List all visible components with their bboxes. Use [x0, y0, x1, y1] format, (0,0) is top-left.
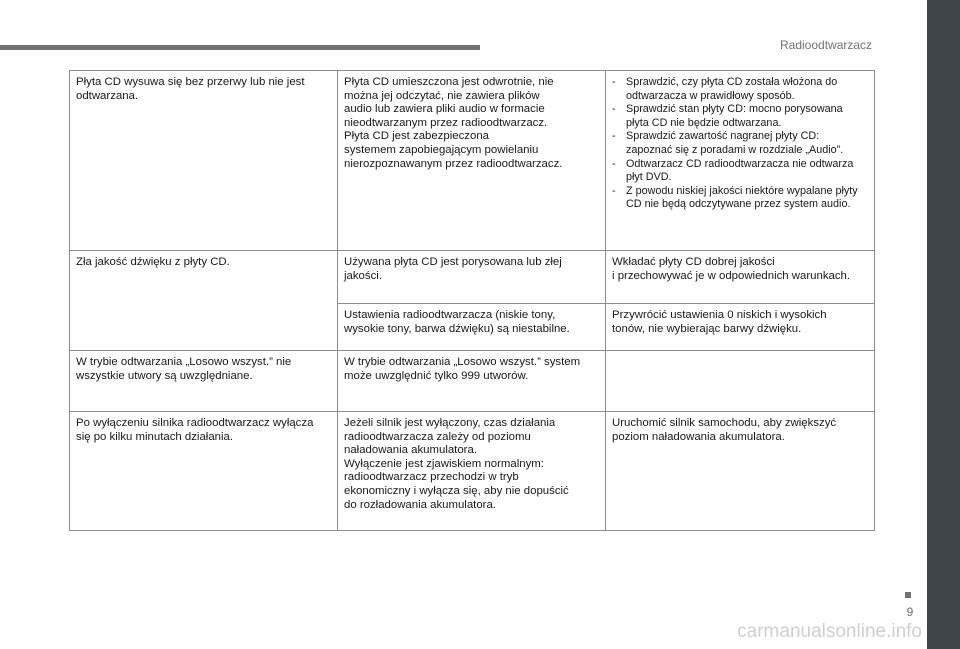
solution-cell — [606, 351, 875, 412]
cause-cell: Ustawienia radioodtwarzacza (niskie tony, wysokie tony, barwa dźwięku) są niestabilne. — [338, 304, 606, 351]
cause-cell: Używana płyta CD jest porysowana lub złej jakości. — [338, 251, 606, 304]
watermark: carmanualsonline.info — [737, 621, 922, 642]
list-item: - Z powodu niskiej jakości niektóre wypalane płyty CD nie będą odczytywane przez system audio. — [612, 185, 868, 212]
problem-cell: Zła jakość dźwięku z płyty CD. — [70, 251, 338, 351]
problem-cell: Płyta CD wysuwa się bez przerwy lub nie jest odtwarzana. — [70, 71, 338, 251]
cause-cell: W trybie odtwarzania „Losowo wszyst.” system może uwzględnić tylko 999 utworów. — [338, 351, 606, 412]
solution-cell: Wkładać płyty CD dobrej jakości i przechowywać je w odpowiednich warunkach. — [606, 251, 875, 304]
list-item: - Sprawdzić, czy płyta CD została włożona do odtwarzacza w prawidłowy sposób. — [612, 76, 868, 103]
solution-cell: Uruchomić silnik samochodu, aby zwiększyć poziom naładowania akumulatora. — [606, 412, 875, 531]
list-item: - Sprawdzić zawartość nagranej płyty CD: zapoznać się z poradami w rozdziale „Audio”. — [612, 130, 868, 157]
list-item: - Sprawdzić stan płyty CD: mocno porysowana płyta CD nie będzie odtwarzana. — [612, 103, 868, 130]
list-item: - Odtwarzacz CD radioodtwarzacza nie odtwarza płyt DVD. — [612, 158, 868, 185]
cause-cell: Jeżeli silnik jest wyłączony, czas działania radioodtwarzacza zależy od poziomu naładowania akumulatora. Wyłączenie jest zjawiskiem normalnym: radioodtwarzacz przechodzi w tryb ekonomiczny i wyłącza się, aby nie dopuścić do rozładowania akumulatora. — [338, 412, 606, 531]
header-rule — [0, 45, 480, 50]
page-marker — [905, 592, 911, 598]
troubleshooting-table — [69, 70, 875, 531]
cause-cell: Płyta CD umieszczona jest odwrotnie, nie można jej odczytać, nie zawiera plików audio lub zawiera pliki audio w formacie nieodtwarzanym przez radioodtwarzacz. Płyta CD jest zabezpieczona systemem zapobiegającym powielaniu nierozpoznawanym przez radioodtwarzacz. — [338, 71, 606, 251]
table-row — [70, 351, 875, 412]
solution-list — [612, 76, 868, 212]
section-title: Radioodtwarzacz — [780, 38, 873, 52]
solution-cell — [606, 71, 875, 251]
table-row — [70, 71, 875, 251]
problem-cell: W trybie odtwarzania „Losowo wszyst.” nie wszystkie utwory są uwzględniane. — [70, 351, 338, 412]
solution-cell: Przywrócić ustawienia 0 niskich i wysokich tonów, nie wybierając barwy dźwięku. — [606, 304, 875, 351]
problem-cell: Po wyłączeniu silnika radioodtwarzacz wyłącza się po kilku minutach działania. — [70, 412, 338, 531]
page-number: 9 — [906, 605, 914, 619]
table-row — [70, 412, 875, 531]
side-bar — [927, 0, 960, 649]
table-row — [70, 251, 875, 304]
